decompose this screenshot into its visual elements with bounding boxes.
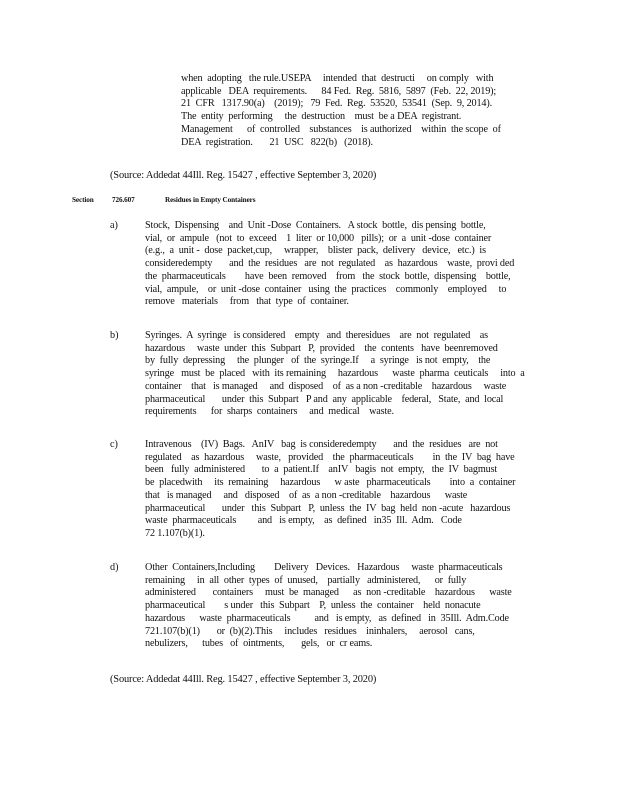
subsection-label-b: b) <box>110 330 119 341</box>
subsection-text-d: Other Containers,Including Delivery Devices. Hazardous waste pharmaceuticals remaining in all other types of unused, partially administered, or fully administered containers must be managed as non -creditable hazardous waste pharmaceutical s under this Subpart P, unless the container held nonacute hazardous waste pharmaceuticals and is empty, as defined in 35Ill. Adm.Code 721.107(b)(1) or (b)(2).This includes residues ininhalers, aerosol cans, nebulizers, tubes of ointments, gels, or cr eams. <box>145 562 512 650</box>
section-number: 726.607 <box>112 196 135 204</box>
source-note: (Source: Addedat 44Ill. Reg. 15427 , effective September 3, 2020) <box>110 170 377 181</box>
section-title: Residues in Empty Containers <box>165 196 256 204</box>
section-label: Section <box>72 196 94 204</box>
subsection-text-c: Intravenous (IV) Bags. AnIV bag is consideredempty and the residues are not regulated as hazardous waste, provided the pharmaceuticals in the IV bag have been fully administered to a patient.If anIV bagis not empty, the IV bagmust be placedwith its remaining hazardous w aste pharmaceuticals into a container that is managed and disposed of as a non -creditable hazardous waste pharmaceutical under this Subpart P, unless the IV bag held non -acute hazardous waste pharmaceuticals and is empty, as defined in35 Ill. Adm. Code 72 1.107(b)(1). <box>145 439 516 539</box>
source-note: (Source: Addedat 44Ill. Reg. 15427 , effective September 3, 2020) <box>110 674 377 685</box>
subsection-text-b: Syringes. A syringe is considered empty and theresidues are not regulated as hazardous waste under this Subpart P, provided the contents have beenremoved by fully depressing the plunger of the syringe.If a syringe is not empty, the syringe must be placed with its remaining hazardous waste pharma ceuticals into a container that is managed and disposed of as a non -creditable hazardous waste pharmaceutical under this Subpart P and any applicable federal, State, and local requirements for sharps containers and medical waste. <box>145 330 525 418</box>
subsection-label-c: c) <box>110 439 118 450</box>
section-heading <box>72 196 312 210</box>
intro-paragraph: when adopting the rule.USEPA intended that destructi on comply with applicable DEA requirements. 84 Fed. Reg. 5816, 5897 (Feb. 22, 2019); 21 CFR 1317.90(a) (2019); 79 Fed. Reg. 53520, 53541 (Sep. 9, 2014). The entity performing the destruction must be a DEA registrant. Management of controlled substances is authorized within the scope of DEA registration. 21 USC 822(b) (2018). <box>181 73 501 148</box>
subsection-label-d: d) <box>110 562 119 573</box>
subsection-text-a: Stock, Dispensing and Unit -Dose Containers. A stock bottle, dis pensing bottle, vial, or ampule (not to exceed 1 liter or 10,000 pills); or a unit -dose container (e.g., a unit - dose packet,cup, wrapper, blister pack, delivery device, etc.) is consideredempty and the residues are not regulated as hazardous waste, provi ded the pharmaceuticals have been removed from the stock bottle, dispensing bottle, vial, ampule, or unit -dose container using the practices commonly employed to remove materials from that type of container. <box>145 220 515 308</box>
subsection-label-a: a) <box>110 220 118 231</box>
